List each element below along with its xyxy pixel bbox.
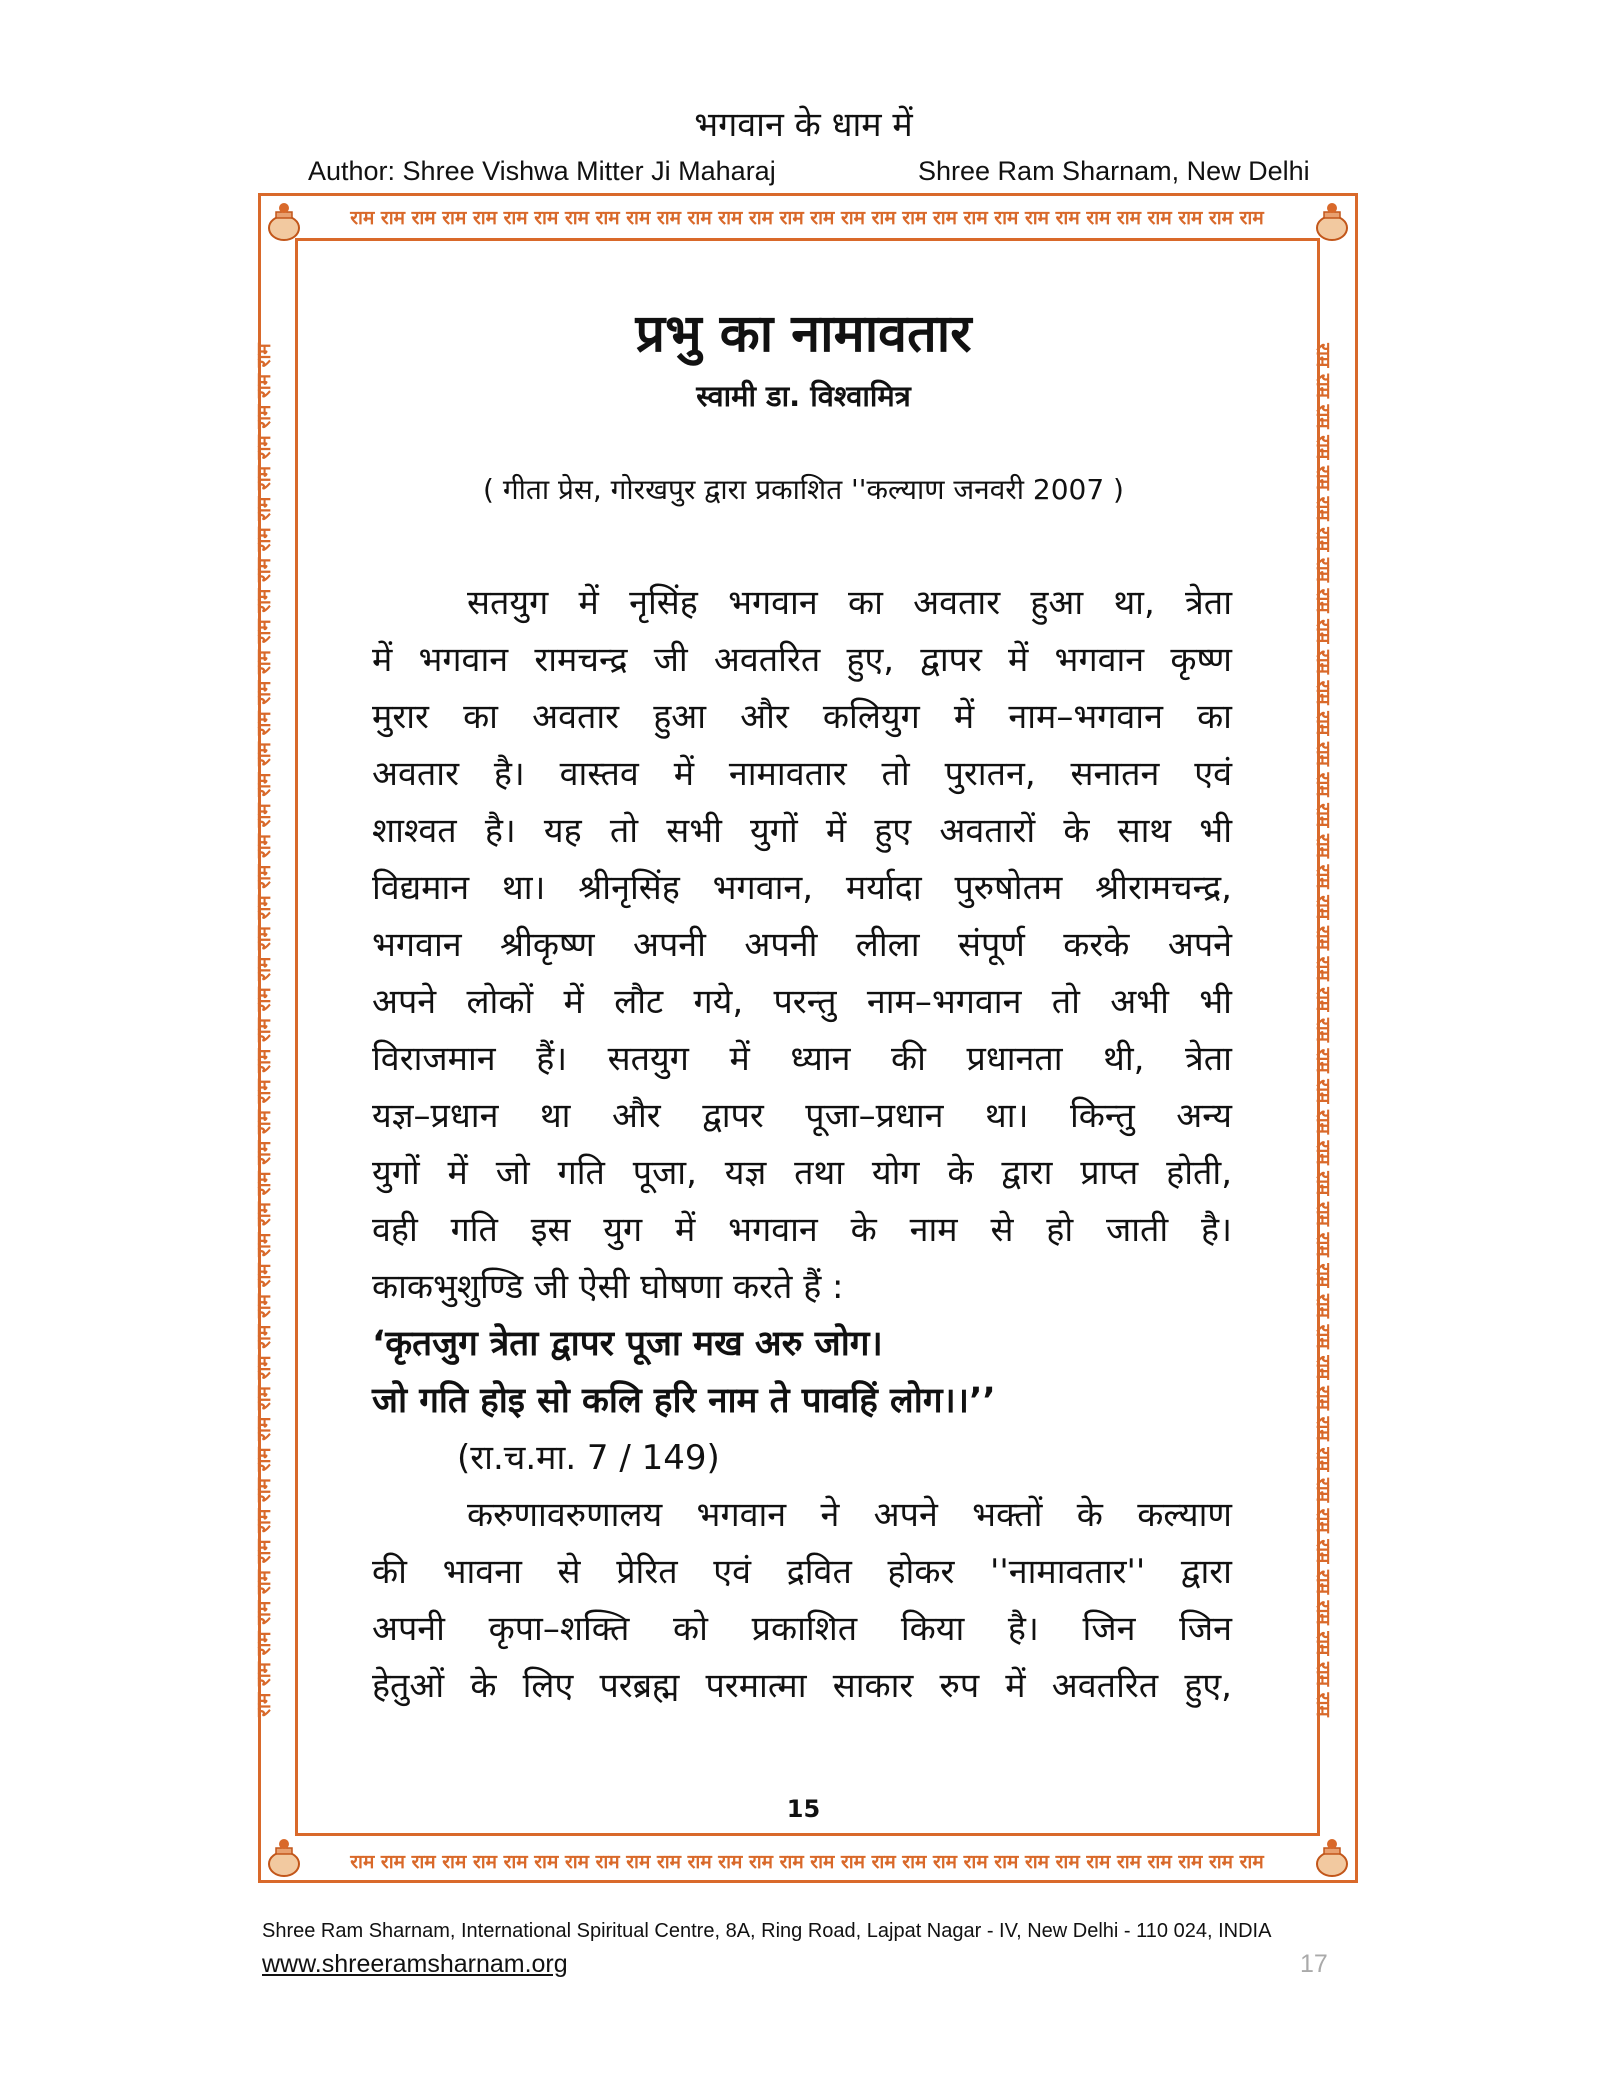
kalash-icon: [1310, 200, 1354, 244]
article-body: [372, 575, 1232, 1715]
book-title: भगवान के धाम में: [694, 105, 913, 145]
article-author: स्वामी डा. विश्वामित्र: [696, 379, 911, 413]
kalash-icon: [262, 1836, 306, 1880]
text-line: अपनी कृपा–शक्ति को प्रकाशित किया है। जिन जिन: [372, 1609, 1232, 1649]
kalash-icon: [1310, 1836, 1354, 1880]
paragraph-1: [372, 575, 1232, 1259]
text-line: अवतार है। वास्तव में नामावतार तो पुरातन, सनातन एवं: [372, 754, 1232, 794]
ram-border-right: राम राम राम राम राम राम राम राम राम राम राम राम राम राम राम राम राम राम राम राम राम राम राम राम राम राम राम राम राम राम राम राम राम राम राम राम राम राम राम राम राम राम राम राम राम: [1312, 343, 1334, 1717]
paragraph-2: [372, 1487, 1232, 1715]
inner-page-number: 15: [786, 1795, 821, 1823]
kalash-icon: [262, 200, 306, 244]
article-source: ( गीता प्रेस, गोरखपुर द्वारा प्रकाशित ''कल्याण जनवरी 2007 ): [483, 473, 1124, 506]
ram-border-top: राम राम राम राम राम राम राम राम राम राम राम राम राम राम राम राम राम राम राम राम राम राम राम राम राम राम राम राम राम राम: [350, 207, 1264, 229]
footer-website-link[interactable]: www.shreeramsharnam.org: [262, 1950, 568, 1978]
verse-line-1: ‘कृतजुग त्रेता द्वापर पूजा मख अरु जोग।: [372, 1324, 883, 1364]
verse-line-2: जो गति होइ सो कलि हरि नाम ते पावहिं लोग।।’’: [372, 1381, 996, 1421]
verse-reference: (रा.च.मा. 7 / 149): [457, 1438, 720, 1478]
text-line: युगों में जो गति पूजा, यज्ञ तथा योग के द्वारा प्राप्त होती,: [372, 1153, 1232, 1193]
footer-address: Shree Ram Sharnam, International Spiritual Centre, 8A, Ring Road, Lajpat Nagar - IV, New Delhi - 110 024, INDIA: [262, 1920, 1272, 1942]
text-line: हेतुओं के लिए परब्रह्म परमात्मा साकार रुप में अवतरित हुए,: [372, 1666, 1232, 1706]
text-line: शाश्वत है। यह तो सभी युगों में हुए अवतारों के साथ भी: [372, 811, 1232, 851]
text-line: यज्ञ–प्रधान था और द्वापर पूजा–प्रधान था। किन्तु अन्य: [372, 1096, 1232, 1136]
text-line: की भावना से प्रेरित एवं द्रवित होकर ''नामावतार'' द्वारा: [372, 1552, 1232, 1592]
article-title: प्रभु का नामावतार: [635, 304, 972, 364]
text-line: वही गति इस युग में भगवान के नाम से हो जाती है।: [372, 1210, 1232, 1250]
text-line: सतयुग में नृसिंह भगवान का अवतार हुआ था, त्रेता: [467, 583, 1232, 623]
text-line: में भगवान रामचन्द्र जी अवतरित हुए, द्वापर में भगवान कृष्ण: [372, 640, 1232, 680]
text-line: करुणावरुणालय भगवान ने अपने भक्तों के कल्याण: [467, 1495, 1232, 1535]
text-line: काकभुशुण्डि जी ऐसी घोषणा करते हैं :: [372, 1267, 844, 1307]
ram-border-left: राम राम राम राम राम राम राम राम राम राम राम राम राम राम राम राम राम राम राम राम राम राम राम राम राम राम राम राम राम राम राम राम राम राम राम राम राम राम राम राम राम राम राम राम राम: [253, 343, 275, 1717]
footer-page-number: 17: [1300, 1950, 1328, 1978]
paragraph-1-end: [372, 1259, 1232, 1316]
ram-border-bottom: राम राम राम राम राम राम राम राम राम राम राम राम राम राम राम राम राम राम राम राम राम राम राम राम राम राम राम राम राम राम: [350, 1851, 1264, 1873]
text-line: भगवान श्रीकृष्ण अपनी अपनी लीला संपूर्ण करके अपने: [372, 925, 1232, 965]
text-line: अपने लोकों में लौट गये, परन्तु नाम–भगवान तो अभी भी: [372, 982, 1232, 1022]
author-line: Author: Shree Vishwa Mitter Ji Maharaj: [308, 156, 776, 186]
text-line: विराजमान हैं। सतयुग में ध्यान की प्रधानता थी, त्रेता: [372, 1039, 1232, 1079]
text-line: विद्यमान था। श्रीनृसिंह भगवान, मर्यादा पुरुषोतम श्रीरामचन्द्र,: [372, 868, 1232, 908]
organization-line: Shree Ram Sharnam, New Delhi: [918, 156, 1310, 186]
text-line: मुरार का अवतार हुआ और कलियुग में नाम–भगवान का: [372, 697, 1232, 737]
